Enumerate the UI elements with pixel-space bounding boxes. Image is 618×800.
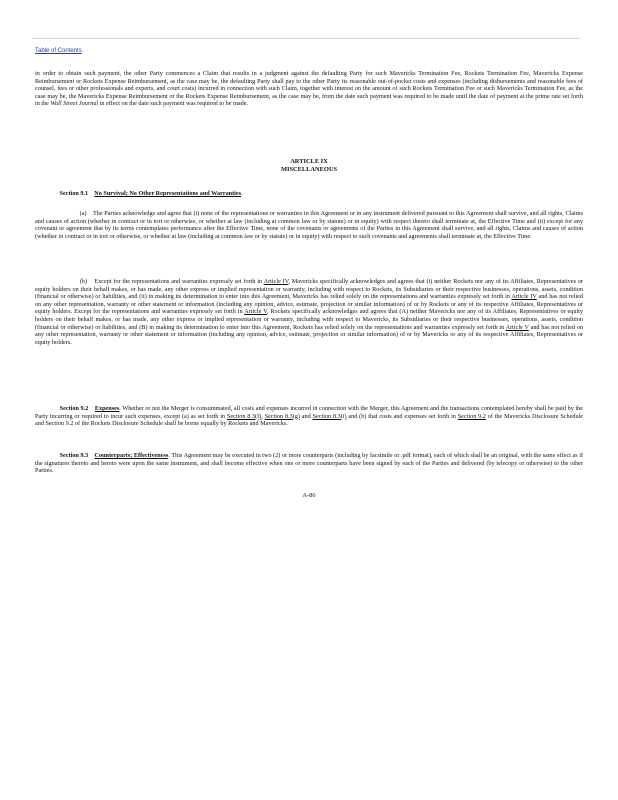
section-9-2-link[interactable]: Section 9.2: [457, 412, 486, 420]
section-9-1-label: Section 9.1: [59, 190, 89, 197]
paragraph-b-text-1: Except for the representations and warranties expressly set forth in: [94, 278, 263, 285]
section-9-2-title: Expenses: [94, 405, 120, 412]
section-9-2-text-1: . Whether or not the Merger is consummated, all costs and expenses incurred in connection with the Merger, this Agreement and the transactions contemplated hereby shall be paid by the Party incurring or required to incur such expenses, except (a) as set forth in: [35, 405, 584, 420]
continuation-paragraph: [35, 70, 583, 108]
section-9-2-text-4: and (b) that costs and expenses set forth in: [348, 412, 456, 420]
article-title: MISCELLANEOUS: [280, 166, 338, 173]
article-number: ARTICLE IX: [290, 158, 328, 165]
section-9-1-title: No Survival; No Other Representations and Warranties: [94, 190, 242, 197]
paragraph-b-text-4: , Rockets specifically acknowledges and agrees that (A) neither Mavericks nor any of its Affiliates, Representatives or equity holders on their behalf makes, or has made, any other express or implied representation or warranty, including with respect to Mavericks, its Subsidiaries or their respective businesses, operations, assets, condition (financial or otherwise) or liabilities, and (B) in making its determination to enter into this Agreement, Rockets has relied solely on the representations and warranties expressly set forth in: [35, 308, 583, 331]
paragraph-a-label: (a): [79, 210, 87, 217]
article-v-link-2[interactable]: Article V: [505, 323, 529, 331]
wall-street-journal-text: Wall Street Journal: [50, 100, 99, 108]
paragraph-b-label: (b): [79, 278, 88, 285]
section-9-1-heading: Section 9.1 No Survival; No Other Representations and Warranties.: [59, 190, 243, 197]
paragraph-b-text-3: and has not relied on any other representation, warranty or other statement or information (including any opinion, advice, estimate, projection or similar information) of or by Rockets or any of its respective Affiliates, Representatives or equity holders. Except for the representations and warranties expressly set forth in: [35, 293, 583, 316]
section-9-3: [35, 452, 583, 475]
section-9-2-text-5: of the Mavericks Disclosure Schedule and Section 9.2 of the Rockets Disclosure Schedule shall be borne equally by Rockets and Mavericks.: [35, 412, 584, 428]
table-of-contents-link[interactable]: Table of Contents: [35, 48, 82, 54]
article-iv-link-1[interactable]: Article IV: [263, 278, 289, 285]
section-9-1-paragraph-a: [35, 210, 583, 240]
section-9-2-label: Section 9.2: [59, 405, 89, 412]
section-9-2: [35, 405, 583, 428]
section-8-3-f-link[interactable]: Section 8.3(f): [226, 412, 262, 420]
article-v-link-1[interactable]: Article V: [244, 308, 267, 316]
section-8-3-g-link[interactable]: Section 8.3(g): [264, 412, 300, 420]
section-9-2-text-3: and: [301, 412, 311, 420]
continuation-tail-text: in effect on the date such payment was required to be made.: [99, 100, 249, 108]
paragraph-b-text-2: , Mavericks specifically acknowledges and agrees that (i) neither Rockets nor any of its Affiliates, Representatives or equity holders on their behalf makes, or has made, any other express or implied representation or warranty, including with respect to Rockets, its Subsidiaries or their respective businesses, operations, assets, condition (financial or otherwise) or liabilities, and (ii) in making its determination to enter into this Agreement, Mavericks has relied solely on the representations and warranties expressly set forth in: [35, 278, 583, 301]
section-8-3-i-link[interactable]: Section 8.3(i): [312, 412, 347, 420]
section-9-2-text-2: ,: [261, 412, 263, 420]
section-9-3-label: Section 9.3: [59, 452, 89, 459]
paragraph-a-text: The Parties acknowledge and agree that (i) none of the representations or warranties in this Agreement or in any instrument delivered pursuant to this Agreement shall survive, and all rights, Claims and causes of action (whether in contract or in tort or otherwise, or whether at law (including at common law or by statute) or in equity) with respect thereto shall terminate at, the Effective Time and (ii) except for any covenant or agreement that by its terms contemplates performance after the Effective Time, none of the covenants or agreements of the Parties in this Agreement shall survive, and all rights, Claims and causes of action (whether in contract or in tort or otherwise, or whether at law (including at common law or by statute) or in equity) with respect to such covenants and agreements shall terminate at, the Effective Time.: [35, 210, 584, 240]
continuation-text: in order to obtain such payment, the other Party commences a Claim that results in a judgment against the defaulting Party for such Mavericks Termination Fee, Rockets Termination Fee, Mavericks Expense Reimbursement or Rockets Expense Reimbursement, as the case may be, the defaulting Party shall pay to the other Party its reasonable out-of-pocket costs and expenses (including disbursements and reasonable fees of counsel, fees or other professionals and experts, and court costs) incurred in connection with such Claim, together with interest on the amount of such Rockets Termination Fee or such Mavericks Termination Fee, as the case may be, the Mavericks Expense Reimbursement or the Rockets Expense Reimbursement, as the case may be, from the date such payment was required to be made until the date of payment at the prime rate set forth in the: [35, 70, 583, 108]
section-9-1-paragraph-b: [35, 278, 583, 346]
article-iv-link-2[interactable]: Article IV: [511, 293, 537, 301]
page-number: A-86: [302, 492, 316, 499]
section-9-3-title: Counterparts; Effectiveness: [94, 452, 169, 459]
paragraph-b-text-5: and has not relied on any other representation, warranty or other statement or information (including any opinion, advice, estimate, projection or similar information) of or by Mavericks or any of its respective Affiliates, Representatives or equity holders.: [35, 323, 583, 346]
section-9-3-text: . This Agreement may be executed in two (2) or more counterparts (including by facsimile or .pdf format), each of which shall be an original, with the same effect as if the signatures thereto and hereto were upon the same instrument, and shall become effective when one or more counterparts have been signed by each of the Parties and delivered (by telecopy or otherwise) to the other Parties.: [35, 452, 584, 475]
header-rule: [32, 38, 580, 39]
